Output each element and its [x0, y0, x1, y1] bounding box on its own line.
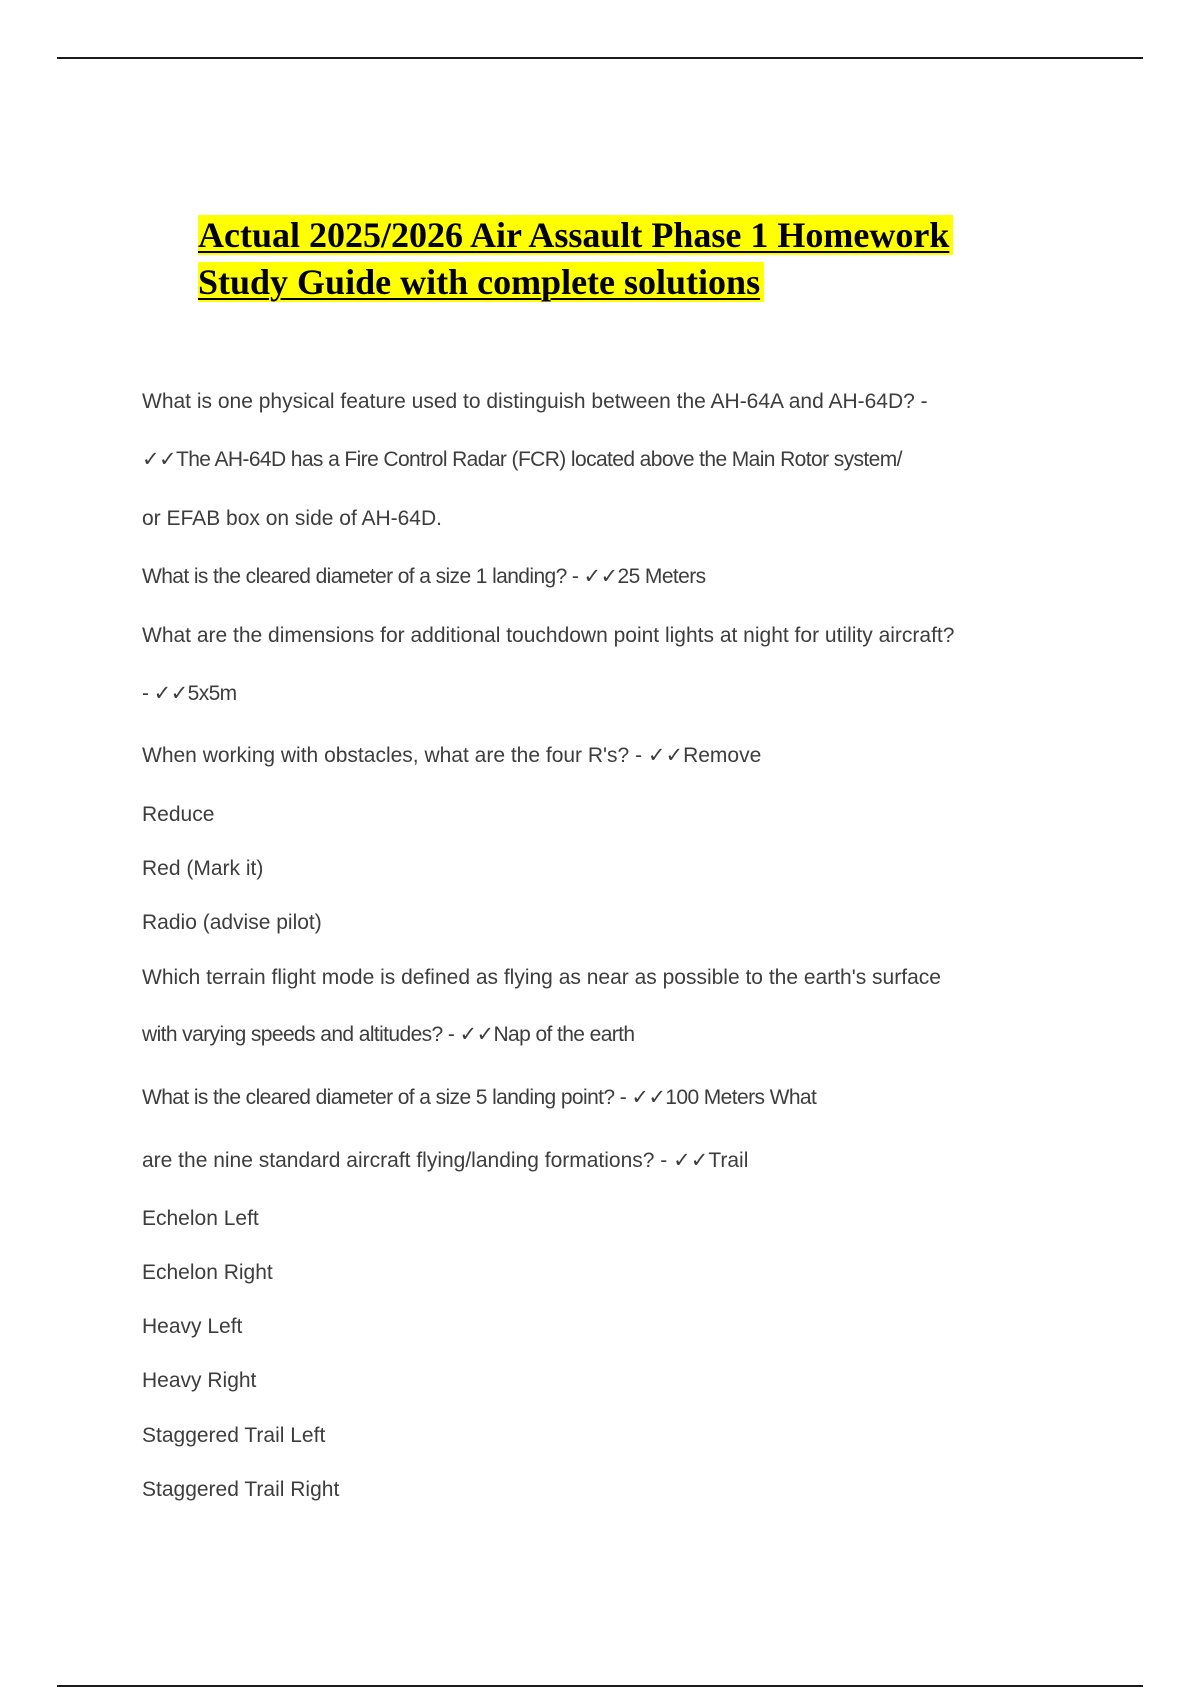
- text-line: What is the cleared diameter of a size 1 landing? - ✓✓25 Meters: [142, 565, 706, 588]
- title-line-1: Actual 2025/2026 Air Assault Phase 1 Homework: [198, 215, 953, 255]
- text-line: or EFAB box on side of AH-64D.: [142, 507, 442, 530]
- text-line: Heavy Left: [142, 1315, 243, 1338]
- text-line: Staggered Trail Left: [142, 1424, 326, 1447]
- text-line: Radio (advise pilot): [142, 911, 322, 934]
- top-rule: [57, 57, 1143, 59]
- text-line: What are the dimensions for additional touchdown point lights at night for utility aircraft?: [142, 624, 955, 647]
- bottom-rule: [57, 1685, 1143, 1687]
- text-line: What is one physical feature used to distinguish between the AH-64A and AH-64D? -: [142, 390, 928, 413]
- text-line: with varying speeds and altitudes? - ✓✓Nap of the earth: [142, 1023, 635, 1046]
- text-line: What is the cleared diameter of a size 5 landing point? - ✓✓100 Meters What: [142, 1086, 817, 1109]
- text-line: Staggered Trail Right: [142, 1478, 340, 1501]
- text-line: Echelon Left: [142, 1207, 259, 1230]
- text-line: Red (Mark it): [142, 857, 264, 880]
- document-title: [198, 212, 1058, 306]
- text-line: Heavy Right: [142, 1369, 257, 1392]
- text-line: Echelon Right: [142, 1261, 273, 1284]
- text-line: ✓✓The AH-64D has a Fire Control Radar (FCR) located above the Main Rotor system/: [142, 448, 902, 471]
- text-line: are the nine standard aircraft flying/landing formations? - ✓✓Trail: [142, 1149, 749, 1172]
- text-line: - ✓✓5x5m: [142, 682, 237, 705]
- text-line: Which terrain flight mode is defined as flying as near as possible to the earth's surface: [142, 966, 941, 989]
- title-line-2: Study Guide with complete solutions: [198, 262, 764, 302]
- text-line: Reduce: [142, 803, 215, 826]
- text-line: When working with obstacles, what are the four R's? - ✓✓Remove: [142, 744, 762, 767]
